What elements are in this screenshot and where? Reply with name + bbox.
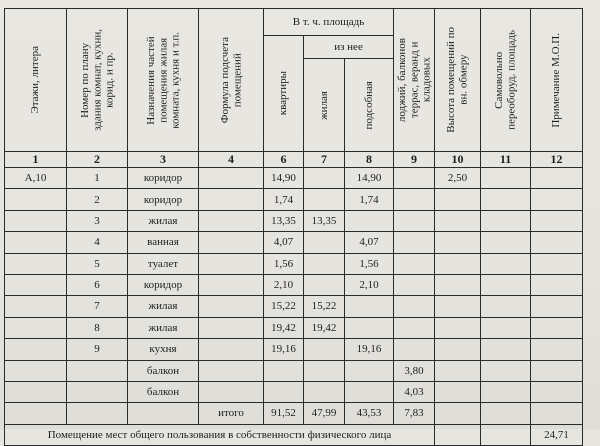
aux-cell bbox=[345, 381, 394, 402]
header-row bbox=[5, 9, 583, 36]
loggia-cell bbox=[394, 210, 435, 231]
room-number-cell: 8 bbox=[67, 317, 128, 338]
table-row bbox=[5, 339, 583, 360]
header-self-converted: Самовольно переоборуд. площадь bbox=[481, 9, 531, 152]
note-cell bbox=[531, 253, 583, 274]
height-cell bbox=[435, 360, 481, 381]
self-converted-cell bbox=[481, 296, 531, 317]
area-cell: 2,10 bbox=[264, 274, 304, 295]
purpose-cell: жилая bbox=[128, 317, 199, 338]
purpose-cell: жилая bbox=[128, 296, 199, 317]
room-number-cell: 6 bbox=[67, 274, 128, 295]
living-cell bbox=[304, 339, 345, 360]
footer-empty-cell bbox=[481, 424, 531, 445]
formula-cell bbox=[199, 274, 264, 295]
formula-cell bbox=[199, 317, 264, 338]
floor-cell bbox=[5, 274, 67, 295]
total-label: итого bbox=[199, 403, 264, 424]
purpose-cell: туалет bbox=[128, 253, 199, 274]
loggia-cell bbox=[394, 232, 435, 253]
loggia-cell: 3,80 bbox=[394, 360, 435, 381]
column-number: 2 bbox=[67, 152, 128, 168]
self-converted-cell bbox=[481, 339, 531, 360]
floor-cell bbox=[5, 317, 67, 338]
living-cell bbox=[304, 232, 345, 253]
common-area-value: 24,71 bbox=[531, 424, 583, 445]
column-number: 10 bbox=[435, 152, 481, 168]
height-cell bbox=[435, 232, 481, 253]
footer-empty-cell bbox=[435, 424, 481, 445]
height-cell bbox=[435, 317, 481, 338]
height-cell bbox=[435, 339, 481, 360]
self-converted-cell bbox=[481, 232, 531, 253]
floor-cell bbox=[5, 210, 67, 231]
self-converted-cell bbox=[481, 253, 531, 274]
total-aux: 43,53 bbox=[345, 403, 394, 424]
total-area: 91,52 bbox=[264, 403, 304, 424]
living-cell bbox=[304, 381, 345, 402]
note-cell bbox=[531, 339, 583, 360]
header-apartment-area: квартиры bbox=[264, 36, 304, 152]
area-cell: 14,90 bbox=[264, 168, 304, 189]
common-area-label: Помещение мест общего пользования в собственности физического лица bbox=[5, 424, 435, 445]
height-cell bbox=[435, 189, 481, 210]
column-number: 9 bbox=[394, 152, 435, 168]
height-cell bbox=[435, 274, 481, 295]
table-row bbox=[5, 210, 583, 231]
living-cell bbox=[304, 253, 345, 274]
living-cell bbox=[304, 274, 345, 295]
column-number: 3 bbox=[128, 152, 199, 168]
note-cell bbox=[531, 210, 583, 231]
purpose-cell bbox=[128, 403, 199, 424]
room-number-cell: 1 bbox=[67, 168, 128, 189]
area-cell: 19,16 bbox=[264, 339, 304, 360]
floor-cell bbox=[5, 360, 67, 381]
living-cell bbox=[304, 168, 345, 189]
living-cell: 15,22 bbox=[304, 296, 345, 317]
living-cell bbox=[304, 360, 345, 381]
loggia-cell: 4,03 bbox=[394, 381, 435, 402]
column-number: 6 bbox=[264, 152, 304, 168]
purpose-cell: жилая bbox=[128, 210, 199, 231]
table-row bbox=[5, 317, 583, 338]
header-room-number: Номер по плану здания комнат, кухни, корид. и пр. bbox=[67, 9, 128, 152]
aux-cell: 19,16 bbox=[345, 339, 394, 360]
formula-cell bbox=[199, 189, 264, 210]
inventory-table bbox=[4, 8, 583, 446]
area-cell: 19,42 bbox=[264, 317, 304, 338]
column-number: 1 bbox=[5, 152, 67, 168]
height-cell bbox=[435, 296, 481, 317]
purpose-cell: балкон bbox=[128, 381, 199, 402]
totals-row bbox=[5, 403, 583, 424]
table-row bbox=[5, 189, 583, 210]
room-number-cell: 9 bbox=[67, 339, 128, 360]
height-cell bbox=[435, 381, 481, 402]
formula-cell bbox=[199, 296, 264, 317]
self-converted-cell bbox=[481, 189, 531, 210]
aux-cell: 14,90 bbox=[345, 168, 394, 189]
total-living: 47,99 bbox=[304, 403, 345, 424]
table-row bbox=[5, 381, 583, 402]
room-number-cell bbox=[67, 381, 128, 402]
height-cell: 2,50 bbox=[435, 168, 481, 189]
note-cell bbox=[531, 189, 583, 210]
area-cell bbox=[264, 381, 304, 402]
aux-cell bbox=[345, 317, 394, 338]
room-number-cell: 5 bbox=[67, 253, 128, 274]
floor-cell bbox=[5, 339, 67, 360]
area-cell: 1,56 bbox=[264, 253, 304, 274]
loggia-cell bbox=[394, 317, 435, 338]
formula-cell bbox=[199, 339, 264, 360]
formula-cell bbox=[199, 381, 264, 402]
loggia-cell bbox=[394, 339, 435, 360]
header-formula: Формула подсчета помещений bbox=[199, 9, 264, 152]
area-cell: 15,22 bbox=[264, 296, 304, 317]
purpose-cell: коридор bbox=[128, 168, 199, 189]
purpose-cell: кухня bbox=[128, 339, 199, 360]
formula-cell bbox=[199, 232, 264, 253]
area-cell bbox=[264, 360, 304, 381]
living-cell: 13,35 bbox=[304, 210, 345, 231]
floor-cell bbox=[5, 189, 67, 210]
table-row bbox=[5, 296, 583, 317]
self-converted-cell bbox=[481, 274, 531, 295]
room-number-cell bbox=[67, 403, 128, 424]
column-number: 8 bbox=[345, 152, 394, 168]
self-converted-cell bbox=[481, 317, 531, 338]
aux-cell: 4,07 bbox=[345, 232, 394, 253]
note-cell bbox=[531, 232, 583, 253]
self-converted-cell bbox=[481, 168, 531, 189]
aux-cell: 1,74 bbox=[345, 189, 394, 210]
loggia-cell bbox=[394, 296, 435, 317]
note-cell bbox=[531, 360, 583, 381]
note-cell bbox=[531, 168, 583, 189]
column-number: 12 bbox=[531, 152, 583, 168]
living-cell: 19,42 bbox=[304, 317, 345, 338]
note-cell bbox=[531, 403, 583, 424]
total-loggia: 7,83 bbox=[394, 403, 435, 424]
header-floor-letter: Этажи, литера bbox=[5, 9, 67, 152]
header-loggias: лоджий, балконов террас, веранд и кладовых bbox=[394, 9, 435, 152]
note-cell bbox=[531, 317, 583, 338]
loggia-cell bbox=[394, 189, 435, 210]
loggia-cell bbox=[394, 253, 435, 274]
purpose-cell: коридор bbox=[128, 189, 199, 210]
header-purpose: Назначения частей помещения жилая комната, кухня и т.п. bbox=[128, 9, 199, 152]
loggia-cell bbox=[394, 274, 435, 295]
self-converted-cell bbox=[481, 381, 531, 402]
room-number-cell: 7 bbox=[67, 296, 128, 317]
header-height: Высота помещений по вн. обмеру bbox=[435, 9, 481, 152]
floor-cell bbox=[5, 296, 67, 317]
height-cell bbox=[435, 253, 481, 274]
formula-cell bbox=[199, 210, 264, 231]
self-converted-cell bbox=[481, 403, 531, 424]
room-number-cell: 2 bbox=[67, 189, 128, 210]
column-number: 4 bbox=[199, 152, 264, 168]
loggia-cell bbox=[394, 168, 435, 189]
note-cell bbox=[531, 274, 583, 295]
living-cell bbox=[304, 189, 345, 210]
room-number-cell bbox=[67, 360, 128, 381]
aux-cell bbox=[345, 210, 394, 231]
table-row bbox=[5, 232, 583, 253]
formula-cell bbox=[199, 360, 264, 381]
area-cell: 1,74 bbox=[264, 189, 304, 210]
table-row bbox=[5, 253, 583, 274]
purpose-cell: коридор bbox=[128, 274, 199, 295]
self-converted-cell bbox=[481, 210, 531, 231]
aux-cell bbox=[345, 360, 394, 381]
purpose-cell: ванная bbox=[128, 232, 199, 253]
height-cell bbox=[435, 403, 481, 424]
formula-cell bbox=[199, 253, 264, 274]
header-auxiliary-area: подсобная bbox=[345, 59, 394, 152]
self-converted-cell bbox=[481, 360, 531, 381]
column-number: 7 bbox=[304, 152, 345, 168]
room-number-cell: 4 bbox=[67, 232, 128, 253]
area-cell: 4,07 bbox=[264, 232, 304, 253]
area-cell: 13,35 bbox=[264, 210, 304, 231]
room-number-cell: 3 bbox=[67, 210, 128, 231]
column-number: 11 bbox=[481, 152, 531, 168]
note-cell bbox=[531, 381, 583, 402]
formula-cell bbox=[199, 168, 264, 189]
table-row bbox=[5, 168, 583, 189]
aux-cell: 2,10 bbox=[345, 274, 394, 295]
note-cell bbox=[531, 296, 583, 317]
header-of-which: из нее bbox=[304, 36, 394, 59]
floor-cell: А,10 bbox=[5, 168, 67, 189]
aux-cell bbox=[345, 296, 394, 317]
height-cell bbox=[435, 210, 481, 231]
floor-cell bbox=[5, 253, 67, 274]
table-row bbox=[5, 360, 583, 381]
header-including-area: В т. ч. площадь bbox=[264, 9, 394, 36]
floor-cell bbox=[5, 403, 67, 424]
floor-cell bbox=[5, 232, 67, 253]
common-area-row bbox=[5, 424, 583, 445]
aux-cell: 1,56 bbox=[345, 253, 394, 274]
column-number-row bbox=[5, 152, 583, 168]
header-note: Примечание М.О.П. bbox=[531, 9, 583, 152]
floor-cell bbox=[5, 381, 67, 402]
purpose-cell: балкон bbox=[128, 360, 199, 381]
header-living-area: жилая bbox=[304, 59, 345, 152]
table-row bbox=[5, 274, 583, 295]
